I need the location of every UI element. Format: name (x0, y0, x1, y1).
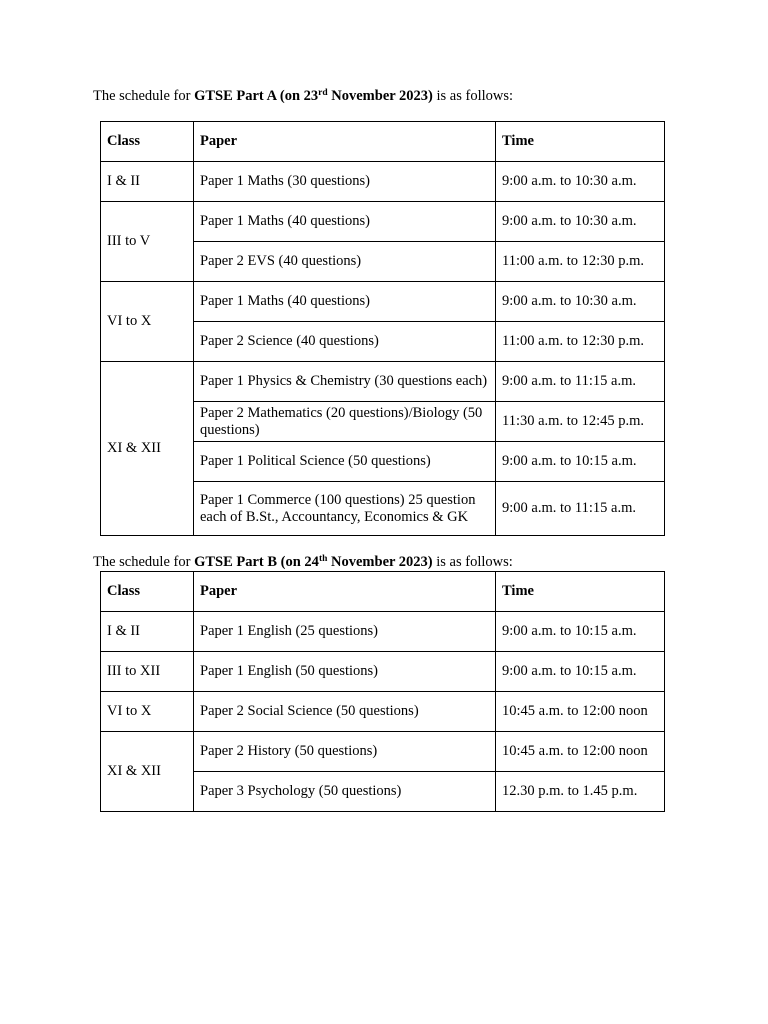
time-cell: 9:00 a.m. to 10:30 a.m. (496, 282, 665, 322)
paper-cell: Paper 2 Mathematics (20 questions)/Biology (50 questions) (194, 402, 496, 442)
class-cell: XI & XII (101, 362, 194, 536)
paper-cell: Paper 1 English (50 questions) (194, 652, 496, 692)
table-header-row (101, 122, 665, 162)
paper-cell: Paper 1 Maths (40 questions) (194, 282, 496, 322)
table-row (101, 652, 665, 692)
header-class: Class (101, 122, 194, 162)
paper-cell: Paper 1 Physics & Chemistry (30 questions each) (194, 362, 496, 402)
paper-cell: Paper 2 EVS (40 questions) (194, 242, 496, 282)
header-time: Time (496, 122, 665, 162)
part-a-intro-bold: GTSE Part A (on 23rd November 2023) (194, 88, 433, 104)
part-a-intro: The schedule for GTSE Part A (on 23rd November 2023) is as follows: (93, 88, 514, 104)
paper-cell: Paper 3 Psychology (50 questions) (194, 772, 496, 812)
time-cell: 10:45 a.m. to 12:00 noon (496, 732, 665, 772)
table-row (101, 362, 665, 402)
time-cell: 11:30 a.m. to 12:45 p.m. (496, 402, 665, 442)
paper-cell: Paper 2 Science (40 questions) (194, 322, 496, 362)
time-cell: 9:00 a.m. to 10:15 a.m. (496, 612, 665, 652)
header-paper: Paper (194, 122, 496, 162)
header-class: Class (101, 572, 194, 612)
header-paper: Paper (194, 572, 496, 612)
class-cell: XI & XII (101, 732, 194, 812)
time-cell: 9:00 a.m. to 11:15 a.m. (496, 362, 665, 402)
class-cell: I & II (101, 162, 194, 202)
time-cell: 11:00 a.m. to 12:30 p.m. (496, 242, 665, 282)
paper-cell: Paper 2 History (50 questions) (194, 732, 496, 772)
table-row (101, 162, 665, 202)
paper-cell: Paper 1 Maths (30 questions) (194, 162, 496, 202)
class-cell: VI to X (101, 692, 194, 732)
paper-cell: Paper 1 Political Science (50 questions) (194, 442, 496, 482)
table-row (101, 202, 665, 242)
table-header-row (101, 572, 665, 612)
time-cell: 12.30 p.m. to 1.45 p.m. (496, 772, 665, 812)
paper-cell: Paper 2 Social Science (50 questions) (194, 692, 496, 732)
table-row (101, 612, 665, 652)
table-row (101, 692, 665, 732)
time-cell: 11:00 a.m. to 12:30 p.m. (496, 322, 665, 362)
class-cell: I & II (101, 612, 194, 652)
time-cell: 9:00 a.m. to 10:30 a.m. (496, 162, 665, 202)
paper-cell: Paper 1 Commerce (100 questions) 25 question each of B.St., Accountancy, Economics & GK (194, 482, 496, 536)
class-cell: III to V (101, 202, 194, 282)
paper-cell: Paper 1 English (25 questions) (194, 612, 496, 652)
time-cell: 9:00 a.m. to 10:15 a.m. (496, 442, 665, 482)
table-row (101, 732, 665, 772)
header-time: Time (496, 572, 665, 612)
part-b-intro-bold: GTSE Part B (on 24th November 2023) (194, 554, 433, 570)
part-b-intro: The schedule for GTSE Part B (on 24th November 2023) is as follows: (93, 554, 513, 570)
part-a-schedule-table (100, 121, 665, 536)
time-cell: 9:00 a.m. to 10:30 a.m. (496, 202, 665, 242)
time-cell: 10:45 a.m. to 12:00 noon (496, 692, 665, 732)
time-cell: 9:00 a.m. to 11:15 a.m. (496, 482, 665, 536)
class-cell: III to XII (101, 652, 194, 692)
table-row (101, 282, 665, 322)
class-cell: VI to X (101, 282, 194, 362)
paper-cell: Paper 1 Maths (40 questions) (194, 202, 496, 242)
time-cell: 9:00 a.m. to 10:15 a.m. (496, 652, 665, 692)
part-b-schedule-table (100, 571, 665, 812)
